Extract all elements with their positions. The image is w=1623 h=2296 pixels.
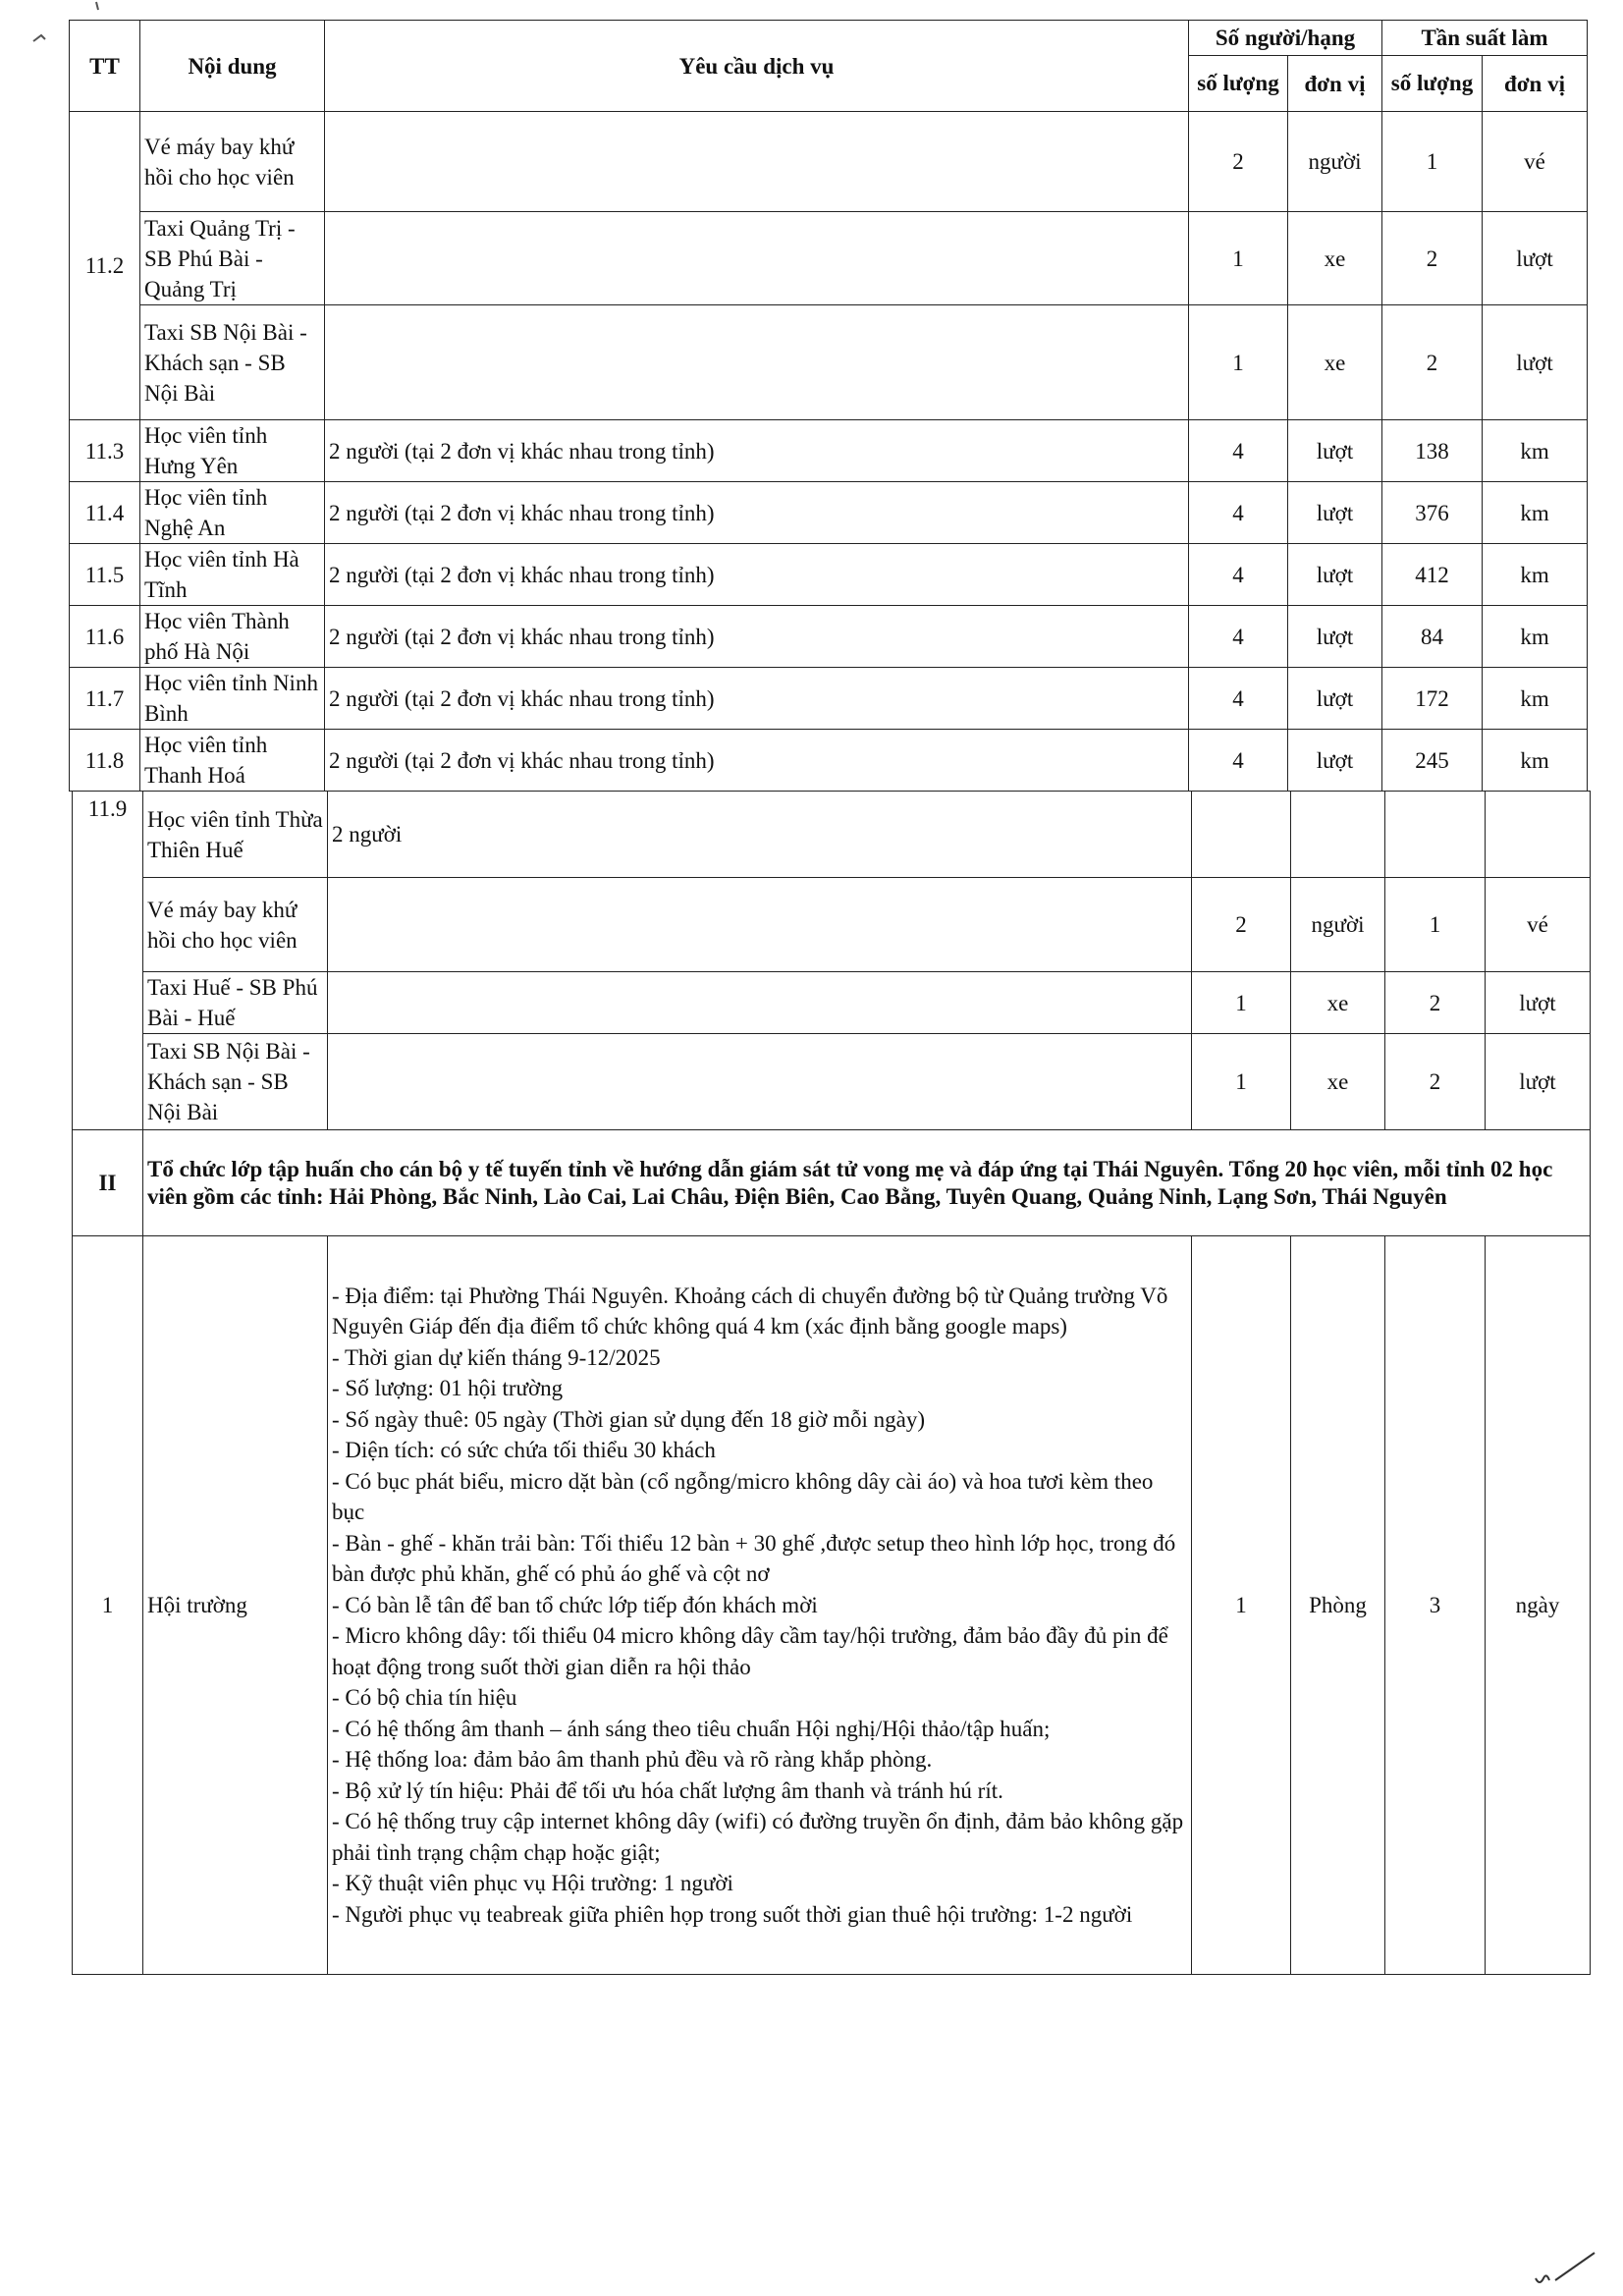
cell-tt: 11.7 — [70, 668, 140, 730]
cell-noi-dung: Học viên tỉnh Hưng Yên — [140, 420, 325, 482]
cell-don-vi-1: lượt — [1288, 420, 1382, 482]
cell-tt: 11.6 — [70, 606, 140, 668]
cell-don-vi-1: xe — [1291, 972, 1385, 1034]
cell-yeu-cau — [325, 305, 1189, 420]
cell-don-vi-1: lượt — [1288, 668, 1382, 730]
cell-noi-dung: Taxi Huế - SB Phú Bài - Huế — [143, 972, 328, 1034]
cell-don-vi-2: km — [1483, 544, 1588, 606]
cell-don-vi-2: lượt — [1483, 212, 1588, 305]
col-header-so-luong-2: số lượng — [1382, 56, 1483, 112]
col-header-so-luong-1: số lượng — [1189, 56, 1288, 112]
cell-so-luong-2: 1 — [1385, 878, 1486, 972]
table-row — [70, 668, 1588, 730]
cell-yeu-cau — [328, 1034, 1192, 1130]
cell-don-vi-1: người — [1288, 112, 1382, 212]
cell-don-vi-1: xe — [1288, 212, 1382, 305]
cell-so-luong-1: 4 — [1189, 606, 1288, 668]
col-header-don-vi-1: đơn vị — [1288, 56, 1382, 112]
cell-so-luong-2: 2 — [1382, 212, 1483, 305]
cell-so-luong-1: 1 — [1192, 1236, 1291, 1975]
cell-noi-dung: Học viên tỉnh Nghệ An — [140, 482, 325, 544]
cell-so-luong-1: 1 — [1189, 212, 1288, 305]
cell-don-vi-2: ngày — [1486, 1236, 1591, 1975]
cell-noi-dung: Học viên Thành phố Hà Nội — [140, 606, 325, 668]
section-tt: II — [73, 1130, 143, 1236]
cell-don-vi-2: km — [1483, 420, 1588, 482]
cell-so-luong-2: 245 — [1382, 730, 1483, 792]
cell-tt: 11.5 — [70, 544, 140, 606]
cell-don-vi-1: Phòng — [1291, 1236, 1385, 1975]
services-table-part-2 — [72, 791, 1591, 1975]
cell-don-vi-2: km — [1483, 668, 1588, 730]
cell-so-luong-1: 2 — [1192, 878, 1291, 972]
cell-noi-dung: Taxi Quảng Trị - SB Phú Bài - Quảng Trị — [140, 212, 325, 305]
cell-tt: 11.2 — [70, 112, 140, 420]
cell-noi-dung: Học viên tỉnh Thừa Thiên Huế — [143, 792, 328, 878]
cell-so-luong-2: 138 — [1382, 420, 1483, 482]
cell-yeu-cau: 2 người (tại 2 đơn vị khác nhau trong tỉnh) — [325, 730, 1189, 792]
cell-don-vi-1: lượt — [1288, 730, 1382, 792]
cell-so-luong-2: 2 — [1385, 972, 1486, 1034]
cell-don-vi-2: lượt — [1486, 972, 1591, 1034]
cell-so-luong-2: 172 — [1382, 668, 1483, 730]
cell-yeu-cau: - Địa điểm: tại Phường Thái Nguyên. Khoảng cách di chuyển đường bộ từ Quảng trường Võ Nguyên Giáp đến địa điểm tổ chức không quá 4 km (xác định bằng google maps) - Thời gian dự kiến tháng 9-12/2025 - Số lượng: 01 hội trường - Số ngày thuê: 05 ngày (Thời gian sử dụng đến 18 giờ mỗi ngày) - Diện tích: có sức chứa tối thiểu 30 khách - Có bục phát biểu, micro dặt bàn (cổ ngỗng/micro không dây cài áo) và hoa tươi kèm theo bục - Bàn - ghế - khăn trải bàn: Tối thiểu 12 bàn + 30 ghế ,được setup theo hình lớp học, trong đó bàn được phủ khăn, ghế có phủ áo ghế và cột nơ - Có bàn lễ tân để ban tổ chức lớp tiếp đón khách mời - Micro không dây: tối thiểu 04 micro không dây cầm tay/hội trường, đảm bảo đầy đủ pin để hoạt động trong suốt thời gian diễn ra hội thảo - Có bộ chia tín hiệu - Có hệ thống âm thanh – ánh sáng theo tiêu chuẩn Hội nghị/Hội thảo/tập huấn; - Hệ thống loa: đảm bảo âm thanh phủ đều và rõ ràng khắp phòng. - Bộ xử lý tín hiệu: Phải để tối ưu hóa chất lượng âm thanh và tránh hú rít. - Có hệ thống truy cập internet không dây (wifi) có đường truyền ổn định, đảm bảo không gặp phải tình trạng chậm chạp hoặc giật; - Kỹ thuật viên phục vụ Hội trường: 1 người - Người phục vụ teabreak giữa phiên họp trong suốt thời gian thuê hội trường: 1-2 người — [328, 1236, 1192, 1975]
cell-noi-dung: Hội trường — [143, 1236, 328, 1975]
cell-yeu-cau — [325, 112, 1189, 212]
cell-so-luong-1 — [1192, 792, 1291, 878]
cell-so-luong-1: 4 — [1189, 544, 1288, 606]
table-row — [73, 878, 1591, 972]
cell-so-luong-2: 376 — [1382, 482, 1483, 544]
cell-yeu-cau: 2 người (tại 2 đơn vị khác nhau trong tỉnh) — [325, 482, 1189, 544]
table-row — [70, 482, 1588, 544]
cell-don-vi-1: xe — [1291, 1034, 1385, 1130]
col-header-tt: TT — [70, 21, 140, 112]
cell-tt: 11.8 — [70, 730, 140, 792]
cell-yeu-cau: 2 người (tại 2 đơn vị khác nhau trong tỉnh) — [325, 606, 1189, 668]
cell-don-vi-1 — [1291, 792, 1385, 878]
table-row — [70, 544, 1588, 606]
col-header-yeu-cau: Yêu cầu dịch vụ — [325, 21, 1189, 112]
cell-don-vi-1: xe — [1288, 305, 1382, 420]
cell-don-vi-2: lượt — [1483, 305, 1588, 420]
section-row — [73, 1130, 1591, 1236]
cell-don-vi-2: km — [1483, 482, 1588, 544]
cell-so-luong-2: 2 — [1385, 1034, 1486, 1130]
cell-so-luong-2 — [1385, 792, 1486, 878]
cell-yeu-cau — [325, 212, 1189, 305]
cell-don-vi-2 — [1486, 792, 1591, 878]
cell-tt: 11.3 — [70, 420, 140, 482]
col-header-noi-dung: Nội dung — [140, 21, 325, 112]
cell-yeu-cau: 2 người (tại 2 đơn vị khác nhau trong tỉnh) — [325, 420, 1189, 482]
cell-so-luong-1: 4 — [1189, 420, 1288, 482]
table-row — [70, 606, 1588, 668]
cell-so-luong-1: 4 — [1189, 730, 1288, 792]
table-row — [70, 730, 1588, 792]
cell-don-vi-2: km — [1483, 730, 1588, 792]
table-row — [70, 112, 1588, 212]
cell-yeu-cau — [328, 972, 1192, 1034]
cell-noi-dung: Vé máy bay khứ hồi cho học viên — [140, 112, 325, 212]
cell-yeu-cau: 2 người (tại 2 đơn vị khác nhau trong tỉnh) — [325, 668, 1189, 730]
table-row — [70, 420, 1588, 482]
table-row — [70, 305, 1588, 420]
cell-so-luong-1: 4 — [1189, 668, 1288, 730]
cell-so-luong-2: 1 — [1382, 112, 1483, 212]
cell-so-luong-1: 1 — [1189, 305, 1288, 420]
initials-mark — [1532, 2249, 1600, 2288]
cell-tt: 11.4 — [70, 482, 140, 544]
cell-yeu-cau: 2 người — [328, 792, 1192, 878]
cell-don-vi-2: km — [1483, 606, 1588, 668]
cell-noi-dung: Vé máy bay khứ hồi cho học viên — [143, 878, 328, 972]
cell-don-vi-2: lượt — [1486, 1034, 1591, 1130]
cell-so-luong-1: 4 — [1189, 482, 1288, 544]
cell-don-vi-1: lượt — [1288, 606, 1382, 668]
section-title: Tổ chức lớp tập huấn cho cán bộ y tế tuyến tỉnh về hướng dẫn giám sát tử vong mẹ và đáp ứng tại Thái Nguyên. Tổng 20 học viên, mỗi tỉnh 02 học viên gồm các tỉnh: Hải Phòng, Bắc Ninh, Lào Cai, Lai Châu, Điện Biên, Cao Bằng, Tuyên Quang, Quảng Ninh, Lạng Sơn, Thái Nguyên — [143, 1130, 1591, 1236]
cell-don-vi-2: vé — [1483, 112, 1588, 212]
cell-tt: 11.9 — [73, 792, 143, 1130]
cell-so-luong-2: 412 — [1382, 544, 1483, 606]
col-header-so-nguoi-hang: Số người/hạng — [1189, 21, 1382, 56]
table-row — [73, 792, 1591, 878]
header-row — [70, 21, 1588, 56]
cell-so-luong-2: 3 — [1385, 1236, 1486, 1975]
cell-don-vi-1: lượt — [1288, 482, 1382, 544]
cell-so-luong-2: 84 — [1382, 606, 1483, 668]
cell-noi-dung: Taxi SB Nội Bài - Khách sạn - SB Nội Bài — [143, 1034, 328, 1130]
cell-don-vi-1: người — [1291, 878, 1385, 972]
table-row — [73, 1236, 1591, 1975]
col-header-tan-suat: Tần suất làm — [1382, 21, 1588, 56]
cell-noi-dung: Học viên tỉnh Thanh Hoá — [140, 730, 325, 792]
cell-noi-dung: Học viên tỉnh Ninh Bình — [140, 668, 325, 730]
cell-so-luong-2: 2 — [1382, 305, 1483, 420]
cell-noi-dung: Taxi SB Nội Bài - Khách sạn - SB Nội Bài — [140, 305, 325, 420]
table-row — [70, 212, 1588, 305]
services-table-part-1 — [69, 20, 1588, 792]
cell-so-luong-1: 1 — [1192, 1034, 1291, 1130]
scan-mark-top-left — [27, 0, 106, 59]
col-header-don-vi-2: đơn vị — [1483, 56, 1588, 112]
cell-yeu-cau — [328, 878, 1192, 972]
cell-don-vi-1: lượt — [1288, 544, 1382, 606]
cell-yeu-cau: 2 người (tại 2 đơn vị khác nhau trong tỉnh) — [325, 544, 1189, 606]
cell-so-luong-1: 2 — [1189, 112, 1288, 212]
table-row — [73, 1034, 1591, 1130]
cell-noi-dung: Học viên tỉnh Hà Tĩnh — [140, 544, 325, 606]
table-row — [73, 972, 1591, 1034]
cell-so-luong-1: 1 — [1192, 972, 1291, 1034]
cell-don-vi-2: vé — [1486, 878, 1591, 972]
cell-tt: 1 — [73, 1236, 143, 1975]
